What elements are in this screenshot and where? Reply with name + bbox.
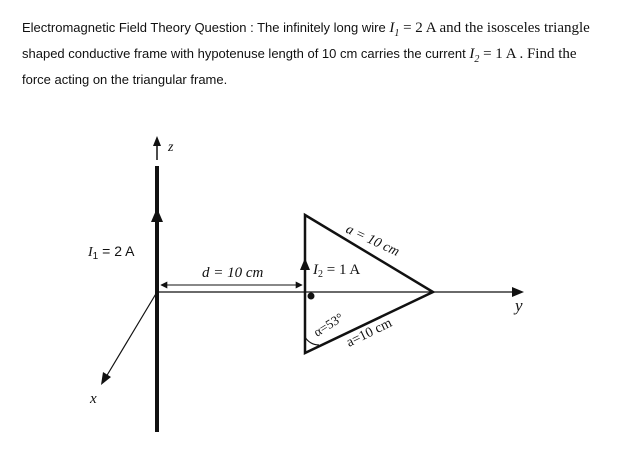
question-line-1-start: Electromagnetic Field Theory Question : The infinitely long wire [22, 20, 390, 35]
z-axis-arrowhead [153, 136, 161, 146]
question-line-3: force acting on the triangular frame. [22, 72, 228, 87]
frame-current-subscript: 2 [474, 54, 480, 65]
question-line-2-end: = 1 A . Find the [479, 46, 577, 62]
frame-corner-dot [308, 293, 315, 300]
x-axis-label: x [90, 391, 97, 407]
x-axis [106, 292, 157, 377]
frame-current-arrow [300, 258, 310, 270]
wire-current-letter: I [389, 20, 395, 36]
z-axis-label: z [168, 140, 174, 155]
frame-current-label-sub: 2 [318, 269, 323, 280]
frame-current-label-letter: I [313, 262, 318, 278]
wire-current-label [87, 243, 135, 262]
x-axis-arrowhead [101, 372, 111, 385]
question-line-2-start: shaped conductive frame with hypotenuse length of 10 cm carries the current [22, 46, 470, 61]
wire-current-label-sub: 1 [92, 251, 99, 262]
question-line-1-end: = 2 A and the isosceles triangle [399, 20, 590, 36]
distance-label: d = 10 cm [202, 265, 264, 281]
wire-current-label-value: = 2 A [98, 243, 135, 259]
top-side-label: a = 10 cm [343, 222, 402, 260]
y-axis-label: y [515, 296, 523, 315]
wire-current-subscript: 1 [394, 28, 400, 39]
frame-current-label [312, 262, 360, 280]
frame-current-letter: I [469, 46, 475, 62]
wire-current-label-letter: I [88, 245, 93, 260]
bottom-side-label: a=10 cm [344, 315, 395, 351]
wire-current-arrow [151, 208, 163, 222]
frame-current-label-value: = 1 A [323, 262, 361, 278]
angle-label: α=53° [310, 309, 347, 340]
